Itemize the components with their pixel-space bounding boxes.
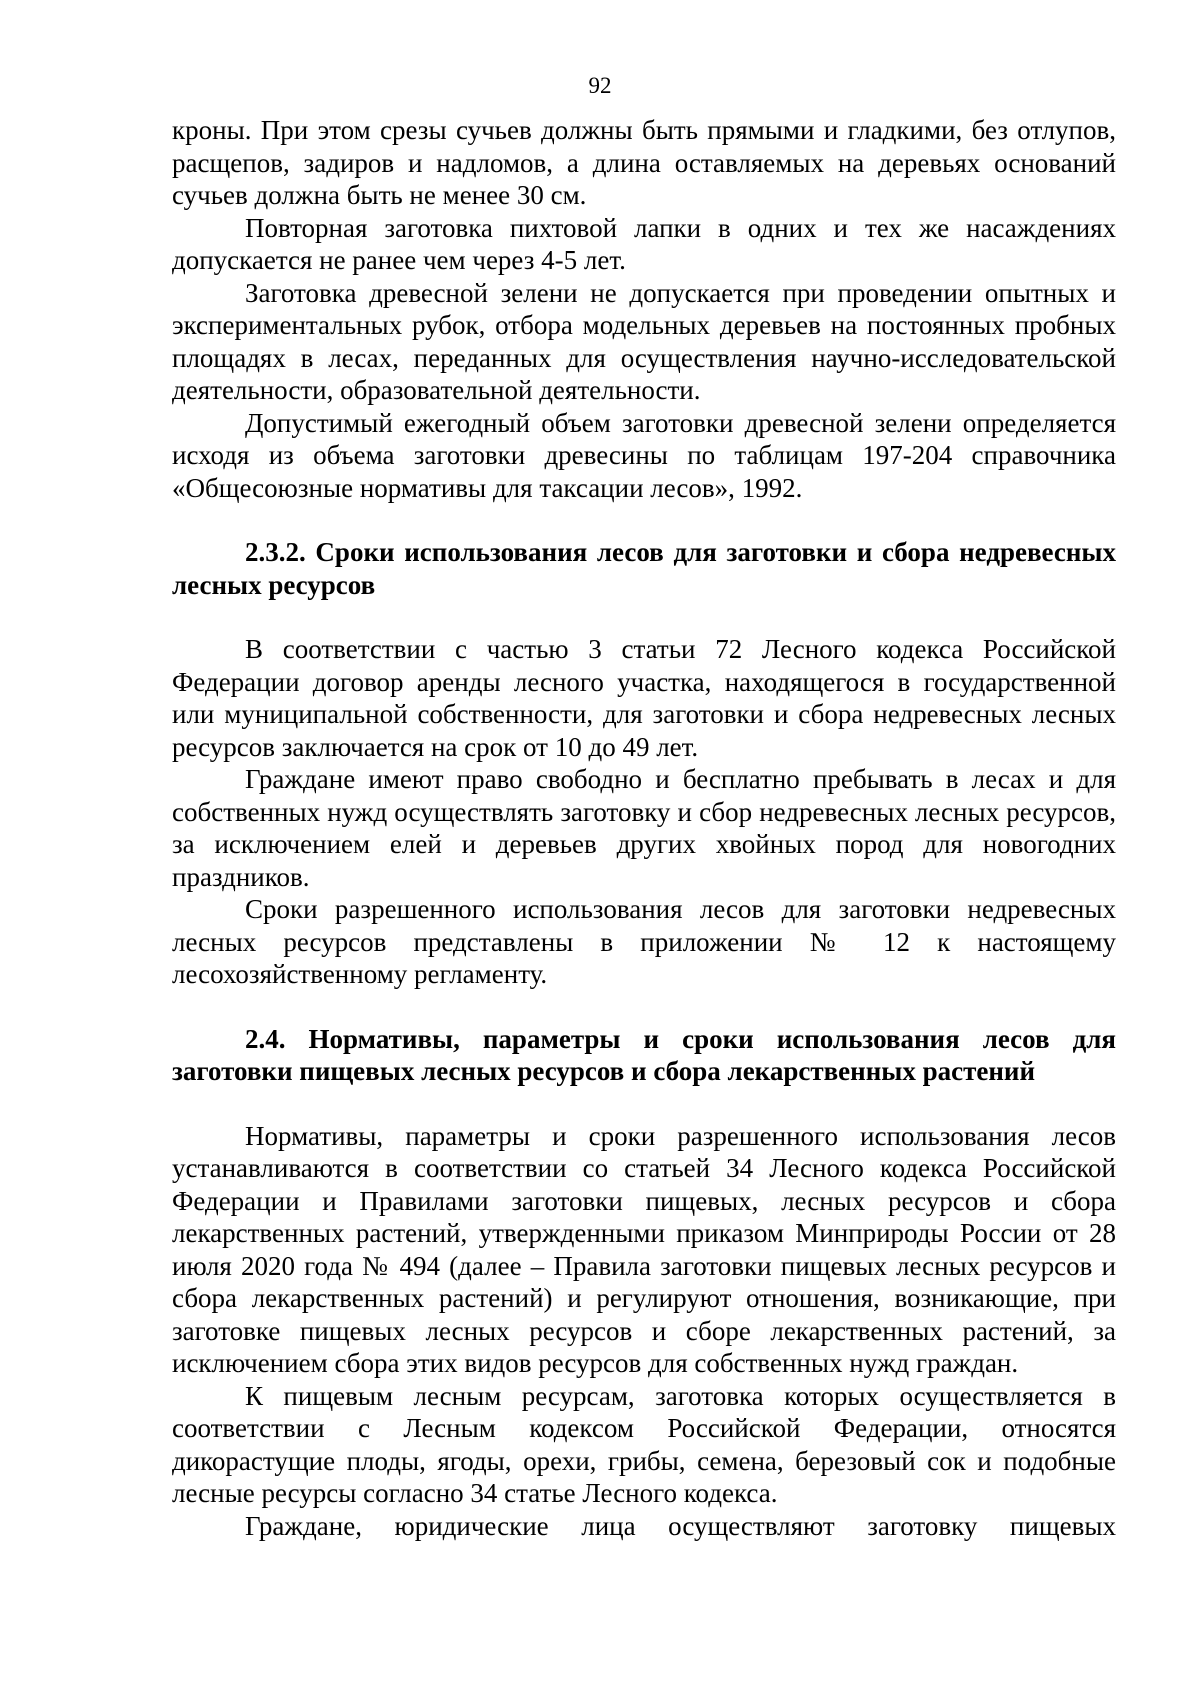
paragraph-annual-volume: Допустимый ежегодный объем заготовки древесной зелени определяется исходя из объема заготовки древесины по таблицам 197-204 справочника «Общесоюзные нормативы для таксации лесов», 1992.	[172, 407, 1116, 503]
paragraph-citizens-rights: Граждане имеют право свободно и бесплатно пребывать в лесах и для собственных нужд осуществлять заготовку и сбор недревесных лесных ресурсов, за исключением елей и деревьев других хвойных пород для новогодних праздников.	[172, 764, 1116, 892]
paragraph-lease-term: В соответствии с частью 3 статьи 72 Лесного кодекса Российской Федерации договор аренды лесного участка, находящегося в государственной или муниципальной собственности, для заготовки и сбора недревесных лесных ресурсов заключается на срок от 10 до 49 лет.	[172, 634, 1116, 762]
page-content	[172, 114, 1116, 1542]
paragraph-fir-branch-repeat: Повторная заготовка пихтовой лапки в одних и тех же насаждениях допускается не ранее чем через 4-5 лет.	[172, 212, 1116, 275]
paragraph-continuation: кроны. При этом срезы сучьев должны быть прямыми и гладкими, без отлупов, расщепов, задиров и надломов, а длина оставляемых на деревьях оснований сучьев должна быть не менее 30 см.	[172, 115, 1116, 210]
paragraph-norms-parameters: Нормативы, параметры и сроки разрешенного использования лесов устанавливаются в соответствии со статьей 34 Лесного кодекса Российской Федерации и Правилами заготовки пищевых, лесных ресурсов и сбора лекарственных растений, утвержденными приказом Минприроды России от 28 июля 2020 года № 494 (далее – Правила заготовки пищевых лесных ресурсов и сбора лекарственных растений) и регулируют отношения, возникающие, при заготовке пищевых лесных ресурсов и сборе лекарственных растений, за исключением сбора этих видов ресурсов для собственных нужд граждан.	[172, 1120, 1116, 1378]
paragraph-green-harvest-restriction: Заготовка древесной зелени не допускается при проведении опытных и экспериментальных рубок, отбора модельных деревьев на постоянных пробных площадях в лесах, переданных для осуществления научно-исследовательской деятельности, образовательной деятельности.	[172, 277, 1116, 405]
paragraph-harvest-start: Граждане, юридические лица осуществляют заготовку пищевых	[245, 1510, 1116, 1541]
page-number: 92	[588, 73, 612, 98]
section-heading-2-4: 2.4. Нормативы, параметры и сроки использования лесов для заготовки пищевых лесных ресурсов и сбора лекарственных растений	[172, 1023, 1116, 1086]
paragraph-appendix-12: Сроки разрешенного использования лесов для заготовки недревесных лесных ресурсов представлены в приложении № 12 к настоящему лесохозяйственному регламенту.	[172, 894, 1116, 989]
section-heading-2-3-2: 2.3.2. Сроки использования лесов для заготовки и сбора недревесных лесных ресурсов	[172, 537, 1116, 600]
paragraph-food-resources: К пищевым лесным ресурсам, заготовка которых осуществляется в соответствии с Лесным кодексом Российской Федерации, относятся дикорастущие плоды, ягоды, орехи, грибы, семена, березовый сок и подобные лесные ресурсы согласно 34 статье Лесного кодекса.	[172, 1380, 1116, 1508]
